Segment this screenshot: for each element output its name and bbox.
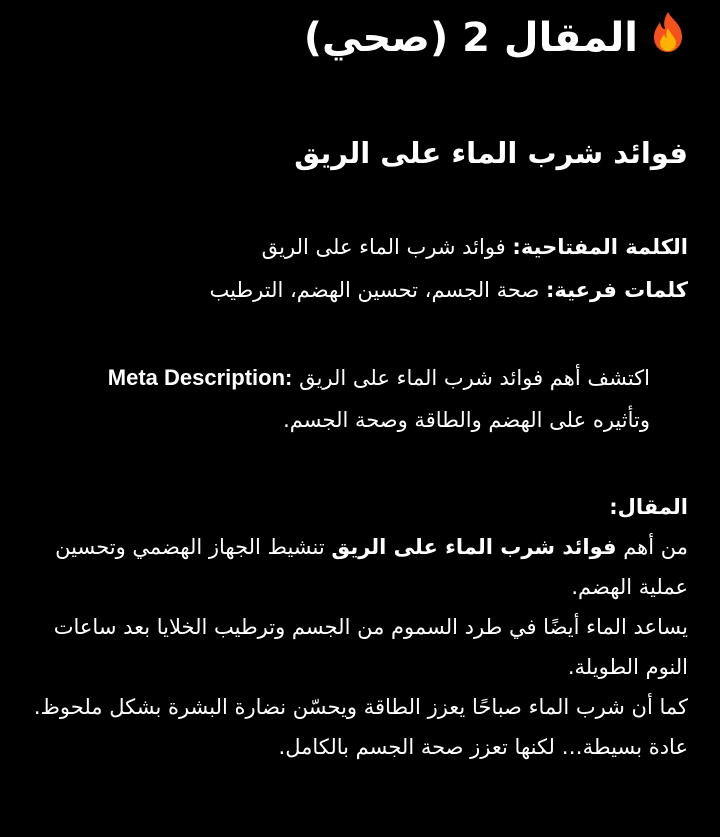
main-keyword-line	[262, 227, 688, 267]
article-title-text: المقال 2 (صحي)	[303, 15, 638, 61]
main-keyword-label: الكلمة المفتاحية:	[512, 235, 688, 259]
sub-keywords-line	[209, 270, 688, 310]
article-heading: المقال:	[609, 495, 688, 519]
sub-keywords-value: صحة الجسم، تحسين الهضم، الترطيب	[209, 278, 540, 302]
sub-keywords-label: كلمات فرعية:	[545, 278, 688, 302]
main-keyword-value: فوائد شرب الماء على الريق	[261, 235, 506, 259]
article-subtitle: فوائد شرب الماء على الريق	[294, 136, 688, 170]
article-paragraph-4: عادة بسيطة… لكنها تعزز صحة الجسم بالكامل.	[278, 735, 688, 759]
article-paragraph-2: يساعد الماء أيضًا في طرد السموم من الجسم وترطيب الخلايا بعد ساعات النوم الطويلة.	[53, 615, 688, 679]
p1-after: تنشيط الجهاز الهضمي وتحسين عملية الهضم.	[55, 535, 688, 599]
meta-text-1: اكتشف أهم فوائد شرب الماء على الريق	[299, 366, 650, 390]
p1-before: من أهم	[616, 535, 688, 559]
article-body	[30, 487, 688, 767]
fire-icon	[648, 10, 688, 71]
article-title	[304, 8, 688, 71]
p1-bold-keyword: فوائد شرب الماء على الريق	[331, 535, 617, 559]
article-paragraph-1	[30, 527, 688, 607]
meta-description	[30, 357, 650, 441]
meta-label: Meta Description:	[107, 365, 293, 390]
meta-line-2: وتأثيره على الهضم والطاقة وصحة الجسم.	[283, 408, 650, 432]
meta-line-1	[30, 357, 650, 399]
article-paragraph-3: كما أن شرب الماء صباحًا يعزز الطاقة ويحسّن نضارة البشرة بشكل ملحوظ.	[33, 695, 688, 719]
